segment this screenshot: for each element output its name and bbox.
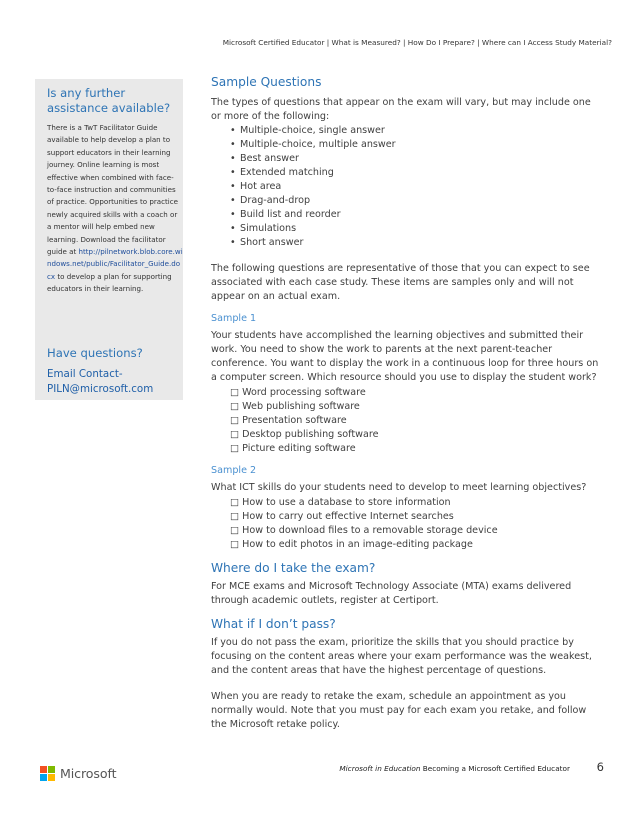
sample1-option: □ Desktop publishing software bbox=[230, 429, 379, 440]
sample2-question: What ICT skills do your students need to develop to meet learning objectives? bbox=[211, 482, 587, 493]
fail-text-1: If you do not pass the exam, prioritize the skills that you should practice by focusing on the content areas where your exam performance was the weakest, and the content areas that have the highest percentage of questions. bbox=[211, 637, 592, 676]
where-text: For MCE exams and Microsoft Technology Associate (MTA) exams delivered through academic outlets, register at Certiport. bbox=[211, 581, 572, 606]
representative-text: The following questions are representative of those that you can expect to see associated with each case study. These items are samples only and will not appear on an actual exam. bbox=[211, 263, 590, 302]
footer-text bbox=[320, 764, 570, 773]
contact-email[interactable] bbox=[47, 367, 183, 397]
sample-questions-title: Sample Questions bbox=[211, 75, 322, 89]
question-type-item: • Extended matching bbox=[230, 166, 603, 180]
question-type-item: • Drag-and-drop bbox=[230, 194, 603, 208]
footer-italic: Microsoft in Education bbox=[339, 764, 421, 773]
question-types-list bbox=[230, 124, 603, 250]
sample1-question: Your students have accomplished the learning objectives and submitted their work. You need to show the work to parents at the next parent-teacher conference. You want to display the work in a continuous loop for three hours on a computer screen. Which resource should you use to display the student work? bbox=[211, 330, 599, 383]
fail-text-2: When you are ready to retake the exam, schedule an appointment as you normally would. Note that you must pay for each exam you retake, and follow the Microsoft retake policy. bbox=[211, 691, 587, 730]
question-type-item: • Best answer bbox=[230, 152, 603, 166]
question-type-item: • Simulations bbox=[230, 222, 603, 236]
where-title: Where do I take the exam? bbox=[211, 561, 376, 575]
intro-text: The types of questions that appear on the exam will vary, but may include one or more of the following: bbox=[211, 97, 591, 122]
assistance-section bbox=[47, 86, 183, 296]
question-type-item: • Multiple-choice, single answer bbox=[230, 124, 603, 138]
questions-title: Have questions? bbox=[47, 346, 143, 360]
assistance-text bbox=[47, 122, 183, 296]
sample2-option: □ How to edit photos in an image-editing package bbox=[230, 539, 473, 550]
sample1-option: □ Word processing software bbox=[230, 387, 366, 398]
assistance-body: There is a TwT Facilitator Guide available to help develop a plan to support educators in their learning journey. Online learning is most effective when combined with face-to-face instruction and communities of practice. Opportunities to practice newly acquired skills with a coach or a mentor will help embed new learning. Download the facilitator guide at bbox=[47, 123, 179, 257]
sample2-options bbox=[230, 496, 603, 552]
sample1-options bbox=[230, 386, 603, 456]
facilitator-guide-link[interactable]: http://pilnetwork.blob.core.windows.net/public/Facilitator_Guide.docx bbox=[47, 247, 183, 281]
question-type-item: • Multiple-choice, multiple answer bbox=[230, 138, 603, 152]
main-content bbox=[211, 74, 603, 732]
footer-regular: Becoming a Microsoft Certified Educator bbox=[420, 764, 570, 773]
microsoft-logo-icon bbox=[40, 766, 55, 781]
page-number: 6 bbox=[596, 760, 604, 774]
logo-square-yellow bbox=[48, 774, 55, 781]
question-type-item: • Build list and reorder bbox=[230, 208, 603, 222]
sample2-title: Sample 2 bbox=[211, 465, 257, 476]
sample1-option: □ Presentation software bbox=[230, 415, 347, 426]
sample1-title: Sample 1 bbox=[211, 313, 257, 324]
fail-title: What if I don’t pass? bbox=[211, 617, 336, 631]
sample2-option: □ How to use a database to store information bbox=[230, 497, 451, 508]
header-nav: Microsoft Certified Educator | What is Measured? | How Do I Prepare? | Where can I Access Study Material? bbox=[222, 38, 612, 47]
sample1-option: □ Web publishing software bbox=[230, 401, 360, 412]
sample2-option: □ How to download files to a removable storage device bbox=[230, 525, 498, 536]
sidebar bbox=[35, 79, 183, 400]
assistance-title: Is any further assistance available? bbox=[47, 86, 171, 115]
logo-square-blue bbox=[40, 774, 47, 781]
logo-square-red bbox=[40, 766, 47, 773]
question-type-item: • Hot area bbox=[230, 180, 603, 194]
contact-line-1: Email Contact- bbox=[47, 368, 123, 380]
assistance-tail: to develop a plan for supporting educators in their learning. bbox=[47, 271, 172, 294]
questions-section bbox=[47, 346, 183, 397]
contact-line-2: PILN@microsoft.com bbox=[47, 383, 154, 395]
question-type-item: • Short answer bbox=[230, 236, 603, 250]
sample1-option: □ Picture editing software bbox=[230, 443, 356, 454]
logo-square-green bbox=[48, 766, 55, 773]
logo-wordmark: Microsoft bbox=[60, 766, 117, 781]
sample2-option: □ How to carry out effective Internet searches bbox=[230, 511, 454, 522]
microsoft-logo bbox=[40, 766, 116, 781]
